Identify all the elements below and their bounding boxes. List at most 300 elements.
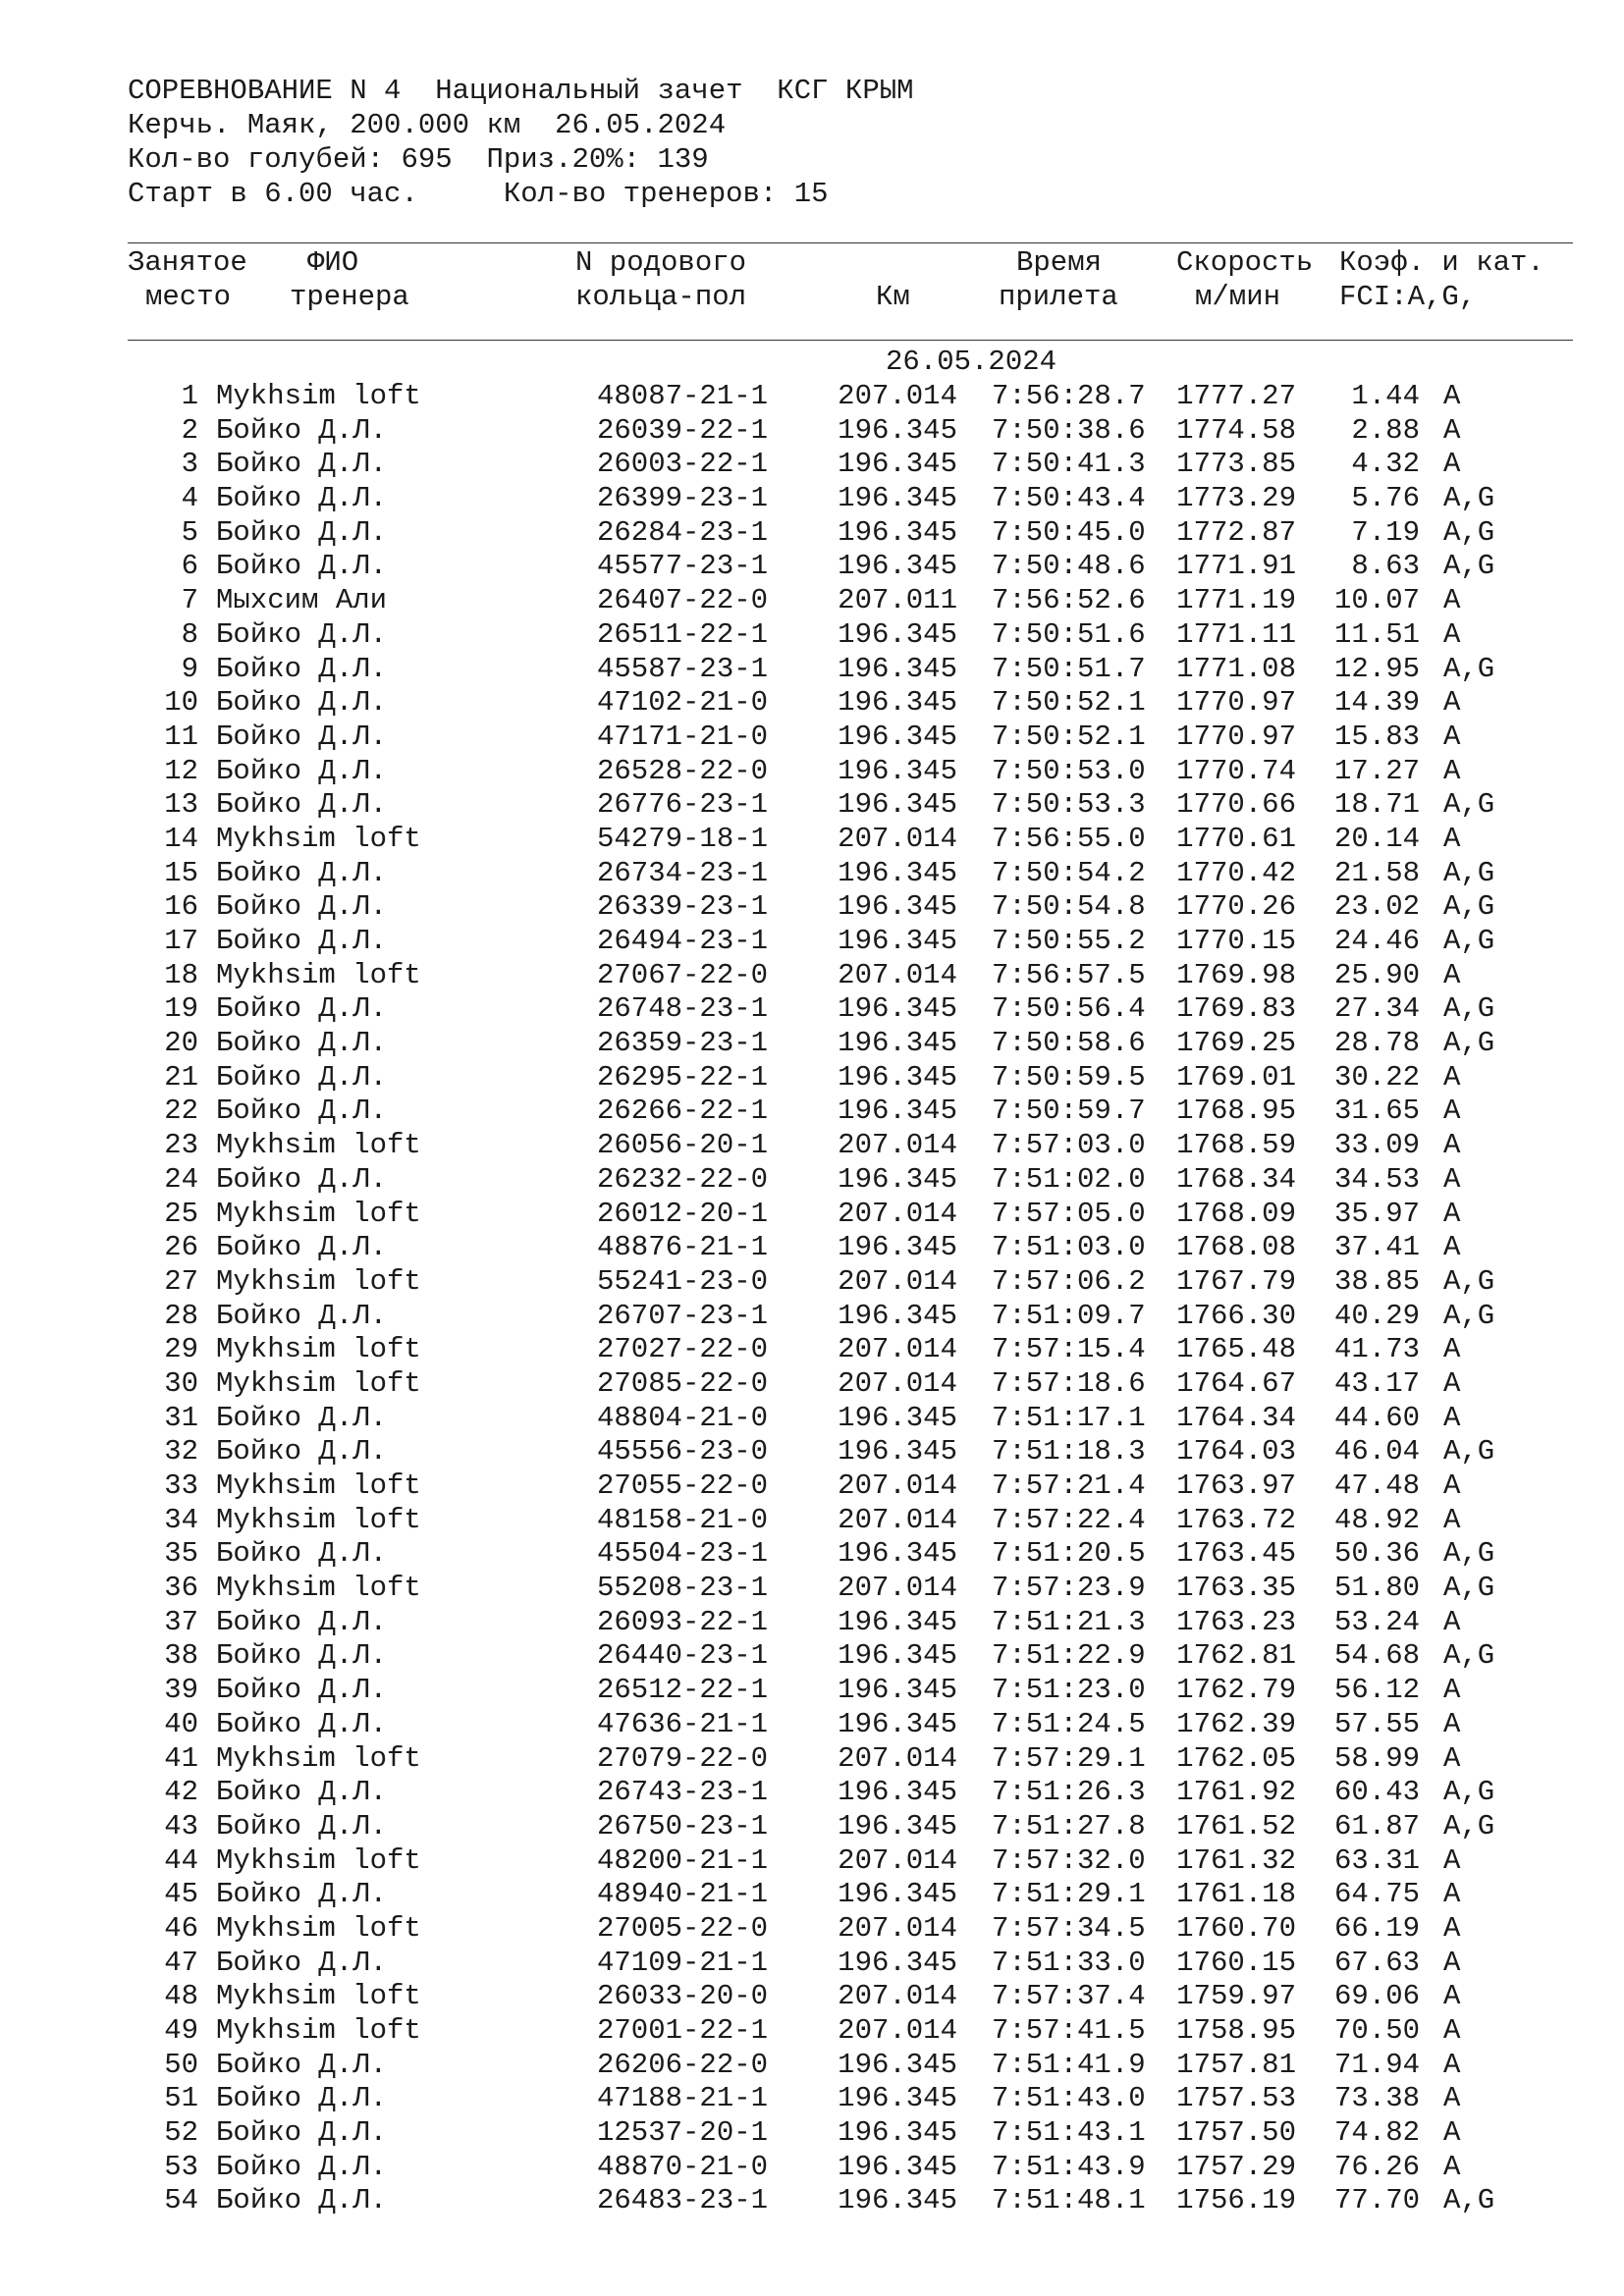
ring-number-cell: 26206-22-0 xyxy=(597,2048,769,2081)
speed-cell: 1763.35 xyxy=(1176,1572,1296,1605)
place-cell: 32 xyxy=(164,1435,198,1468)
arrival-time-cell: 7:51:48.1 xyxy=(992,2184,1146,2217)
coefficient-cell: 41.73 xyxy=(1333,1333,1420,1366)
coefficient-cell: 21.58 xyxy=(1333,856,1420,889)
table-row xyxy=(128,1878,1581,1912)
category-cell: A xyxy=(1443,686,1461,720)
distance-cell: 196.345 xyxy=(838,448,957,481)
coefficient-cell: 56.12 xyxy=(1333,1674,1420,1707)
trainer-name-cell: Мыхсим Али xyxy=(216,584,388,617)
speed-cell: 1770.26 xyxy=(1176,890,1296,924)
distance-cell: 207.014 xyxy=(838,1911,957,1945)
distance-cell: 196.345 xyxy=(838,515,957,549)
coefficient-cell: 30.22 xyxy=(1333,1060,1420,1094)
speed-cell: 1760.70 xyxy=(1176,1911,1296,1945)
place-cell: 15 xyxy=(164,856,198,889)
category-cell: A,G xyxy=(1443,1264,1495,1298)
distance-cell: 196.345 xyxy=(838,1095,957,1128)
ring-number-cell: 26483-23-1 xyxy=(597,2184,769,2217)
trainer-name-cell: Бойко Д.Л. xyxy=(216,652,388,685)
ring-number-cell: 26734-23-1 xyxy=(597,856,769,889)
ring-number-cell: 55241-23-0 xyxy=(597,1264,769,1298)
ring-number-cell: 26776-23-1 xyxy=(597,788,769,822)
arrival-time-cell: 7:56:28.7 xyxy=(992,380,1146,412)
speed-cell: 1772.87 xyxy=(1176,515,1296,549)
speed-cell: 1759.97 xyxy=(1176,1980,1296,2013)
arrival-time-cell: 7:50:59.7 xyxy=(992,1095,1146,1128)
coefficient-cell: 58.99 xyxy=(1333,1741,1420,1775)
arrival-time-cell: 7:51:21.3 xyxy=(992,1605,1146,1638)
distance-cell: 196.345 xyxy=(838,788,957,822)
place-cell: 22 xyxy=(164,1095,198,1128)
coefficient-cell: 38.85 xyxy=(1333,1264,1420,1298)
distance-cell: 196.345 xyxy=(838,1776,957,1809)
col-ring-line2: кольца-пол xyxy=(575,281,747,313)
table-row xyxy=(128,1129,1581,1163)
trainer-name-cell: Mykhsim loft xyxy=(216,1980,421,2013)
speed-cell: 1773.85 xyxy=(1176,448,1296,481)
distance-cell: 207.014 xyxy=(838,1197,957,1230)
distance-cell: 207.014 xyxy=(838,1980,957,2013)
ring-number-cell: 48804-21-0 xyxy=(597,1401,769,1434)
category-cell: A xyxy=(1443,1605,1461,1638)
arrival-time-cell: 7:50:38.6 xyxy=(992,413,1146,447)
place-cell: 18 xyxy=(164,958,198,991)
place-cell: 10 xyxy=(164,686,198,720)
speed-cell: 1768.34 xyxy=(1176,1162,1296,1196)
place-cell: 52 xyxy=(164,2116,198,2150)
arrival-time-cell: 7:57:37.4 xyxy=(992,1980,1146,2013)
coefficient-cell: 64.75 xyxy=(1333,1878,1420,1911)
place-cell: 45 xyxy=(164,1878,198,1911)
pigeon-count: Кол-во голубей: 695 Приз.20%: 139 xyxy=(128,143,709,176)
arrival-time-cell: 7:57:21.4 xyxy=(992,1469,1146,1502)
col-name-line2: тренера xyxy=(290,281,409,313)
category-cell: A,G xyxy=(1443,482,1495,515)
arrival-time-cell: 7:50:56.4 xyxy=(992,992,1146,1026)
arrival-time-cell: 7:50:54.2 xyxy=(992,856,1146,889)
ring-number-cell: 45587-23-1 xyxy=(597,652,769,685)
distance-cell: 207.014 xyxy=(838,1741,957,1775)
category-cell: A xyxy=(1443,1946,1461,1979)
col-speed-line2: м/мин xyxy=(1195,281,1281,313)
coefficient-cell: 8.63 xyxy=(1351,550,1420,583)
arrival-time-cell: 7:51:27.8 xyxy=(992,1809,1146,1842)
ring-number-cell: 26056-20-1 xyxy=(597,1129,769,1162)
place-cell: 9 xyxy=(181,652,198,685)
trainer-name-cell: Бойко Д.Л. xyxy=(216,754,388,787)
trainer-name-cell: Mykhsim loft xyxy=(216,1129,421,1162)
ring-number-cell: 27055-22-0 xyxy=(597,1469,769,1502)
place-cell: 23 xyxy=(164,1129,198,1162)
trainer-name-cell: Бойко Д.Л. xyxy=(216,617,388,651)
coefficient-cell: 12.95 xyxy=(1333,652,1420,685)
col-time-line1: Время xyxy=(1016,246,1103,279)
ring-number-cell: 47171-21-0 xyxy=(597,720,769,753)
category-cell: A xyxy=(1443,448,1461,481)
place-cell: 41 xyxy=(164,1741,198,1775)
col-ring-line1: N родового xyxy=(575,246,747,279)
coefficient-cell: 20.14 xyxy=(1333,822,1420,855)
distance-cell: 207.014 xyxy=(838,1572,957,1605)
table-row xyxy=(128,890,1581,925)
table-row xyxy=(128,1810,1581,1844)
coefficient-cell: 33.09 xyxy=(1333,1129,1420,1162)
table-row xyxy=(128,380,1581,414)
ring-number-cell: 26039-22-1 xyxy=(597,413,769,447)
table-row xyxy=(128,414,1581,449)
arrival-time-cell: 7:51:29.1 xyxy=(992,1878,1146,1911)
category-cell: A xyxy=(1443,1741,1461,1775)
place-cell: 2 xyxy=(181,413,198,447)
speed-cell: 1770.97 xyxy=(1176,720,1296,753)
arrival-time-cell: 7:50:51.7 xyxy=(992,652,1146,685)
trainer-name-cell: Бойко Д.Л. xyxy=(216,550,388,583)
arrival-time-cell: 7:57:18.6 xyxy=(992,1366,1146,1400)
ring-number-cell: 26033-20-0 xyxy=(597,1980,769,2013)
distance-cell: 196.345 xyxy=(838,720,957,753)
trainer-name-cell: Бойко Д.Л. xyxy=(216,515,388,549)
distance-cell: 196.345 xyxy=(838,413,957,447)
arrival-time-cell: 7:51:20.5 xyxy=(992,1537,1146,1571)
ring-number-cell: 54279-18-1 xyxy=(597,822,769,855)
speed-cell: 1763.45 xyxy=(1176,1537,1296,1571)
place-cell: 39 xyxy=(164,1674,198,1707)
trainer-name-cell: Бойко Д.Л. xyxy=(216,856,388,889)
table-row xyxy=(128,653,1581,687)
trainer-name-cell: Бойко Д.Л. xyxy=(216,1537,388,1571)
col-name-line1: ФИО xyxy=(307,246,359,279)
ring-number-cell: 12537-20-1 xyxy=(597,2116,769,2150)
arrival-time-cell: 7:56:55.0 xyxy=(992,822,1146,855)
category-cell: A,G xyxy=(1443,1809,1495,1842)
coefficient-cell: 25.90 xyxy=(1333,958,1420,991)
coefficient-cell: 7.19 xyxy=(1351,515,1420,549)
distance-cell: 196.345 xyxy=(838,890,957,924)
category-cell: A xyxy=(1443,1503,1461,1536)
table-row xyxy=(128,1300,1581,1334)
speed-cell: 1757.29 xyxy=(1176,2150,1296,2183)
ring-number-cell: 26440-23-1 xyxy=(597,1639,769,1673)
speed-cell: 1774.58 xyxy=(1176,413,1296,447)
speed-cell: 1770.66 xyxy=(1176,788,1296,822)
trainer-name-cell: Бойко Д.Л. xyxy=(216,1946,388,1979)
category-cell: A,G xyxy=(1443,856,1495,889)
arrival-time-cell: 7:57:32.0 xyxy=(992,1843,1146,1877)
coefficient-cell: 44.60 xyxy=(1333,1401,1420,1434)
place-cell: 26 xyxy=(164,1231,198,1264)
col-time-line2: прилета xyxy=(999,281,1118,313)
table-row xyxy=(128,1265,1581,1300)
category-cell: A xyxy=(1443,1674,1461,1707)
place-cell: 28 xyxy=(164,1299,198,1332)
category-cell: A,G xyxy=(1443,890,1495,924)
table-row xyxy=(128,959,1581,993)
ring-number-cell: 26232-22-0 xyxy=(597,1162,769,1196)
table-row xyxy=(128,1163,1581,1198)
table-row xyxy=(128,1198,1581,1232)
trainer-name-cell: Бойко Д.Л. xyxy=(216,1095,388,1128)
place-cell: 8 xyxy=(181,617,198,651)
distance-cell: 196.345 xyxy=(838,754,957,787)
arrival-time-cell: 7:50:48.6 xyxy=(992,550,1146,583)
distance-cell: 196.345 xyxy=(838,652,957,685)
coefficient-cell: 28.78 xyxy=(1333,1027,1420,1060)
race-location-date: Керчь. Маяк, 200.000 км 26.05.2024 xyxy=(128,109,727,141)
trainer-name-cell: Бойко Д.Л. xyxy=(216,1231,388,1264)
table-row xyxy=(128,1572,1581,1606)
place-cell: 50 xyxy=(164,2048,198,2081)
trainer-name-cell: Mykhsim loft xyxy=(216,1366,421,1400)
place-cell: 53 xyxy=(164,2150,198,2183)
speed-cell: 1768.09 xyxy=(1176,1197,1296,1230)
col-place-line2: место xyxy=(145,281,232,313)
trainer-name-cell: Mykhsim loft xyxy=(216,1741,421,1775)
ring-number-cell: 48876-21-1 xyxy=(597,1231,769,1264)
table-row xyxy=(128,550,1581,584)
speed-cell: 1762.81 xyxy=(1176,1639,1296,1673)
arrival-time-cell: 7:57:06.2 xyxy=(992,1264,1146,1298)
place-cell: 38 xyxy=(164,1639,198,1673)
header-rule-top xyxy=(128,242,1573,243)
coefficient-cell: 14.39 xyxy=(1333,686,1420,720)
arrival-time-cell: 7:51:24.5 xyxy=(992,1707,1146,1740)
category-cell: A xyxy=(1443,1469,1461,1502)
category-cell: A xyxy=(1443,380,1461,412)
category-cell: A xyxy=(1443,1401,1461,1434)
trainer-name-cell: Бойко Д.Л. xyxy=(216,1878,388,1911)
table-row xyxy=(128,1061,1581,1095)
ring-number-cell: 26093-22-1 xyxy=(597,1605,769,1638)
speed-cell: 1767.79 xyxy=(1176,1264,1296,1298)
table-row xyxy=(128,618,1581,653)
place-cell: 4 xyxy=(181,482,198,515)
arrival-time-cell: 7:51:18.3 xyxy=(992,1435,1146,1468)
table-row xyxy=(128,1674,1581,1708)
distance-cell: 196.345 xyxy=(838,1299,957,1332)
table-row xyxy=(128,2184,1581,2218)
table-row xyxy=(128,686,1581,721)
ring-number-cell: 48087-21-1 xyxy=(597,380,769,412)
table-row xyxy=(128,2151,1581,2185)
place-cell: 46 xyxy=(164,1911,198,1945)
trainer-name-cell: Бойко Д.Л. xyxy=(216,1809,388,1842)
category-cell: A,G xyxy=(1443,1299,1495,1332)
speed-cell: 1757.81 xyxy=(1176,2048,1296,2081)
trainer-name-cell: Бойко Д.Л. xyxy=(216,1027,388,1060)
table-row xyxy=(128,823,1581,857)
coefficient-cell: 11.51 xyxy=(1333,617,1420,651)
coefficient-cell: 53.24 xyxy=(1333,1605,1420,1638)
col-coef-line1: Коэф. и кат. xyxy=(1339,246,1544,279)
place-cell: 6 xyxy=(181,550,198,583)
distance-cell: 196.345 xyxy=(838,1162,957,1196)
place-cell: 3 xyxy=(181,448,198,481)
arrival-time-cell: 7:50:53.0 xyxy=(992,754,1146,787)
arrival-time-cell: 7:56:52.6 xyxy=(992,584,1146,617)
place-cell: 33 xyxy=(164,1469,198,1502)
arrival-time-cell: 7:51:23.0 xyxy=(992,1674,1146,1707)
arrival-time-cell: 7:50:41.3 xyxy=(992,448,1146,481)
distance-cell: 207.014 xyxy=(838,1129,957,1162)
trainer-name-cell: Бойко Д.Л. xyxy=(216,720,388,753)
coefficient-cell: 69.06 xyxy=(1333,1980,1420,2013)
category-cell: A xyxy=(1443,1162,1461,1196)
distance-cell: 196.345 xyxy=(838,856,957,889)
speed-cell: 1771.91 xyxy=(1176,550,1296,583)
coefficient-cell: 27.34 xyxy=(1333,992,1420,1026)
coefficient-cell: 24.46 xyxy=(1333,925,1420,957)
arrival-time-cell: 7:56:57.5 xyxy=(992,958,1146,991)
place-cell: 16 xyxy=(164,890,198,924)
ring-number-cell: 48200-21-1 xyxy=(597,1843,769,1877)
trainer-name-cell: Mykhsim loft xyxy=(216,1911,421,1945)
date-heading: 26.05.2024 xyxy=(886,346,1057,378)
speed-cell: 1771.19 xyxy=(1176,584,1296,617)
coefficient-cell: 4.32 xyxy=(1351,448,1420,481)
speed-cell: 1761.52 xyxy=(1176,1809,1296,1842)
ring-number-cell: 26407-22-0 xyxy=(597,584,769,617)
trainer-name-cell: Бойко Д.Л. xyxy=(216,2048,388,2081)
header-rule-bottom xyxy=(128,340,1573,341)
distance-cell: 207.014 xyxy=(838,1469,957,1502)
arrival-time-cell: 7:57:03.0 xyxy=(992,1129,1146,1162)
trainer-name-cell: Бойко Д.Л. xyxy=(216,1060,388,1094)
distance-cell: 196.345 xyxy=(838,550,957,583)
ring-number-cell: 27001-22-1 xyxy=(597,2014,769,2047)
ring-number-cell: 26003-22-1 xyxy=(597,448,769,481)
table-row xyxy=(128,448,1581,482)
category-cell: A,G xyxy=(1443,1639,1495,1673)
trainer-name-cell: Бойко Д.Л. xyxy=(216,992,388,1026)
category-cell: A,G xyxy=(1443,925,1495,957)
trainer-name-cell: Бойко Д.Л. xyxy=(216,890,388,924)
trainer-name-cell: Бойко Д.Л. xyxy=(216,2184,388,2217)
category-cell: A,G xyxy=(1443,1537,1495,1571)
distance-cell: 207.014 xyxy=(838,2014,957,2047)
place-cell: 21 xyxy=(164,1060,198,1094)
arrival-time-cell: 7:51:22.9 xyxy=(992,1639,1146,1673)
trainer-name-cell: Бойко Д.Л. xyxy=(216,1435,388,1468)
table-row xyxy=(128,2014,1581,2049)
category-cell: A,G xyxy=(1443,2184,1495,2217)
distance-cell: 196.345 xyxy=(838,1878,957,1911)
category-cell: A xyxy=(1443,2048,1461,2081)
category-cell: A xyxy=(1443,1366,1461,1400)
ring-number-cell: 26284-23-1 xyxy=(597,515,769,549)
document-header xyxy=(128,74,914,211)
distance-cell: 196.345 xyxy=(838,1537,957,1571)
place-cell: 24 xyxy=(164,1162,198,1196)
coefficient-cell: 67.63 xyxy=(1333,1946,1420,1979)
speed-cell: 1761.18 xyxy=(1176,1878,1296,1911)
arrival-time-cell: 7:51:43.9 xyxy=(992,2150,1146,2183)
category-cell: A xyxy=(1443,720,1461,753)
speed-cell: 1764.34 xyxy=(1176,1401,1296,1434)
arrival-time-cell: 7:57:29.1 xyxy=(992,1741,1146,1775)
distance-cell: 207.011 xyxy=(838,584,957,617)
place-cell: 31 xyxy=(164,1401,198,1434)
category-cell: A,G xyxy=(1443,652,1495,685)
speed-cell: 1765.48 xyxy=(1176,1333,1296,1366)
place-cell: 36 xyxy=(164,1572,198,1605)
trainer-name-cell: Бойко Д.Л. xyxy=(216,2150,388,2183)
distance-cell: 196.345 xyxy=(838,2116,957,2150)
distance-cell: 196.345 xyxy=(838,1231,957,1264)
trainer-name-cell: Бойко Д.Л. xyxy=(216,482,388,515)
category-cell: A xyxy=(1443,822,1461,855)
place-cell: 7 xyxy=(181,584,198,617)
speed-cell: 1771.08 xyxy=(1176,652,1296,685)
arrival-time-cell: 7:50:59.5 xyxy=(992,1060,1146,1094)
speed-cell: 1768.95 xyxy=(1176,1095,1296,1128)
coefficient-cell: 31.65 xyxy=(1333,1095,1420,1128)
speed-cell: 1770.61 xyxy=(1176,822,1296,855)
category-cell: A xyxy=(1443,1095,1461,1128)
coefficient-cell: 50.36 xyxy=(1333,1537,1420,1571)
place-cell: 14 xyxy=(164,822,198,855)
trainer-name-cell: Бойко Д.Л. xyxy=(216,1639,388,1673)
category-cell: A xyxy=(1443,2116,1461,2150)
place-cell: 5 xyxy=(181,515,198,549)
arrival-time-cell: 7:57:41.5 xyxy=(992,2014,1146,2047)
distance-cell: 196.345 xyxy=(838,1809,957,1842)
category-cell: A xyxy=(1443,1878,1461,1911)
table-row xyxy=(128,1537,1581,1572)
place-cell: 44 xyxy=(164,1843,198,1877)
ring-number-cell: 27067-22-0 xyxy=(597,958,769,991)
arrival-time-cell: 7:51:17.1 xyxy=(992,1401,1146,1434)
table-row xyxy=(128,482,1581,516)
distance-cell: 207.014 xyxy=(838,1264,957,1298)
speed-cell: 1769.25 xyxy=(1176,1027,1296,1060)
table-row xyxy=(128,1947,1581,1981)
coefficient-cell: 57.55 xyxy=(1333,1707,1420,1740)
table-row xyxy=(128,2116,1581,2151)
arrival-time-cell: 7:51:02.0 xyxy=(992,1162,1146,1196)
category-cell: A,G xyxy=(1443,550,1495,583)
speed-cell: 1766.30 xyxy=(1176,1299,1296,1332)
coefficient-cell: 23.02 xyxy=(1333,890,1420,924)
coefficient-cell: 40.29 xyxy=(1333,1299,1420,1332)
distance-cell: 196.345 xyxy=(838,992,957,1026)
category-cell: A xyxy=(1443,1231,1461,1264)
category-cell: A xyxy=(1443,584,1461,617)
trainer-name-cell: Бойко Д.Л. xyxy=(216,1162,388,1196)
place-cell: 19 xyxy=(164,992,198,1026)
speed-cell: 1770.74 xyxy=(1176,754,1296,787)
coefficient-cell: 2.88 xyxy=(1351,413,1420,447)
speed-cell: 1768.59 xyxy=(1176,1129,1296,1162)
coefficient-cell: 77.70 xyxy=(1333,2184,1420,2217)
competition-title: СОРЕВНОВАНИЕ N 4 Национальный зачет КСГ КРЫМ xyxy=(128,75,914,107)
speed-cell: 1756.19 xyxy=(1176,2184,1296,2217)
arrival-time-cell: 7:51:26.3 xyxy=(992,1776,1146,1809)
table-row xyxy=(128,1504,1581,1538)
speed-cell: 1762.79 xyxy=(1176,1674,1296,1707)
coefficient-cell: 15.83 xyxy=(1333,720,1420,753)
category-cell: A xyxy=(1443,1980,1461,2013)
table-row xyxy=(128,1027,1581,1061)
ring-number-cell: 26012-20-1 xyxy=(597,1197,769,1230)
category-cell: A xyxy=(1443,1129,1461,1162)
speed-cell: 1761.32 xyxy=(1176,1843,1296,1877)
distance-cell: 196.345 xyxy=(838,1946,957,1979)
col-speed-line1: Скорость xyxy=(1176,246,1314,279)
trainer-name-cell: Бойко Д.Л. xyxy=(216,413,388,447)
distance-cell: 196.345 xyxy=(838,1639,957,1673)
place-cell: 51 xyxy=(164,2082,198,2115)
